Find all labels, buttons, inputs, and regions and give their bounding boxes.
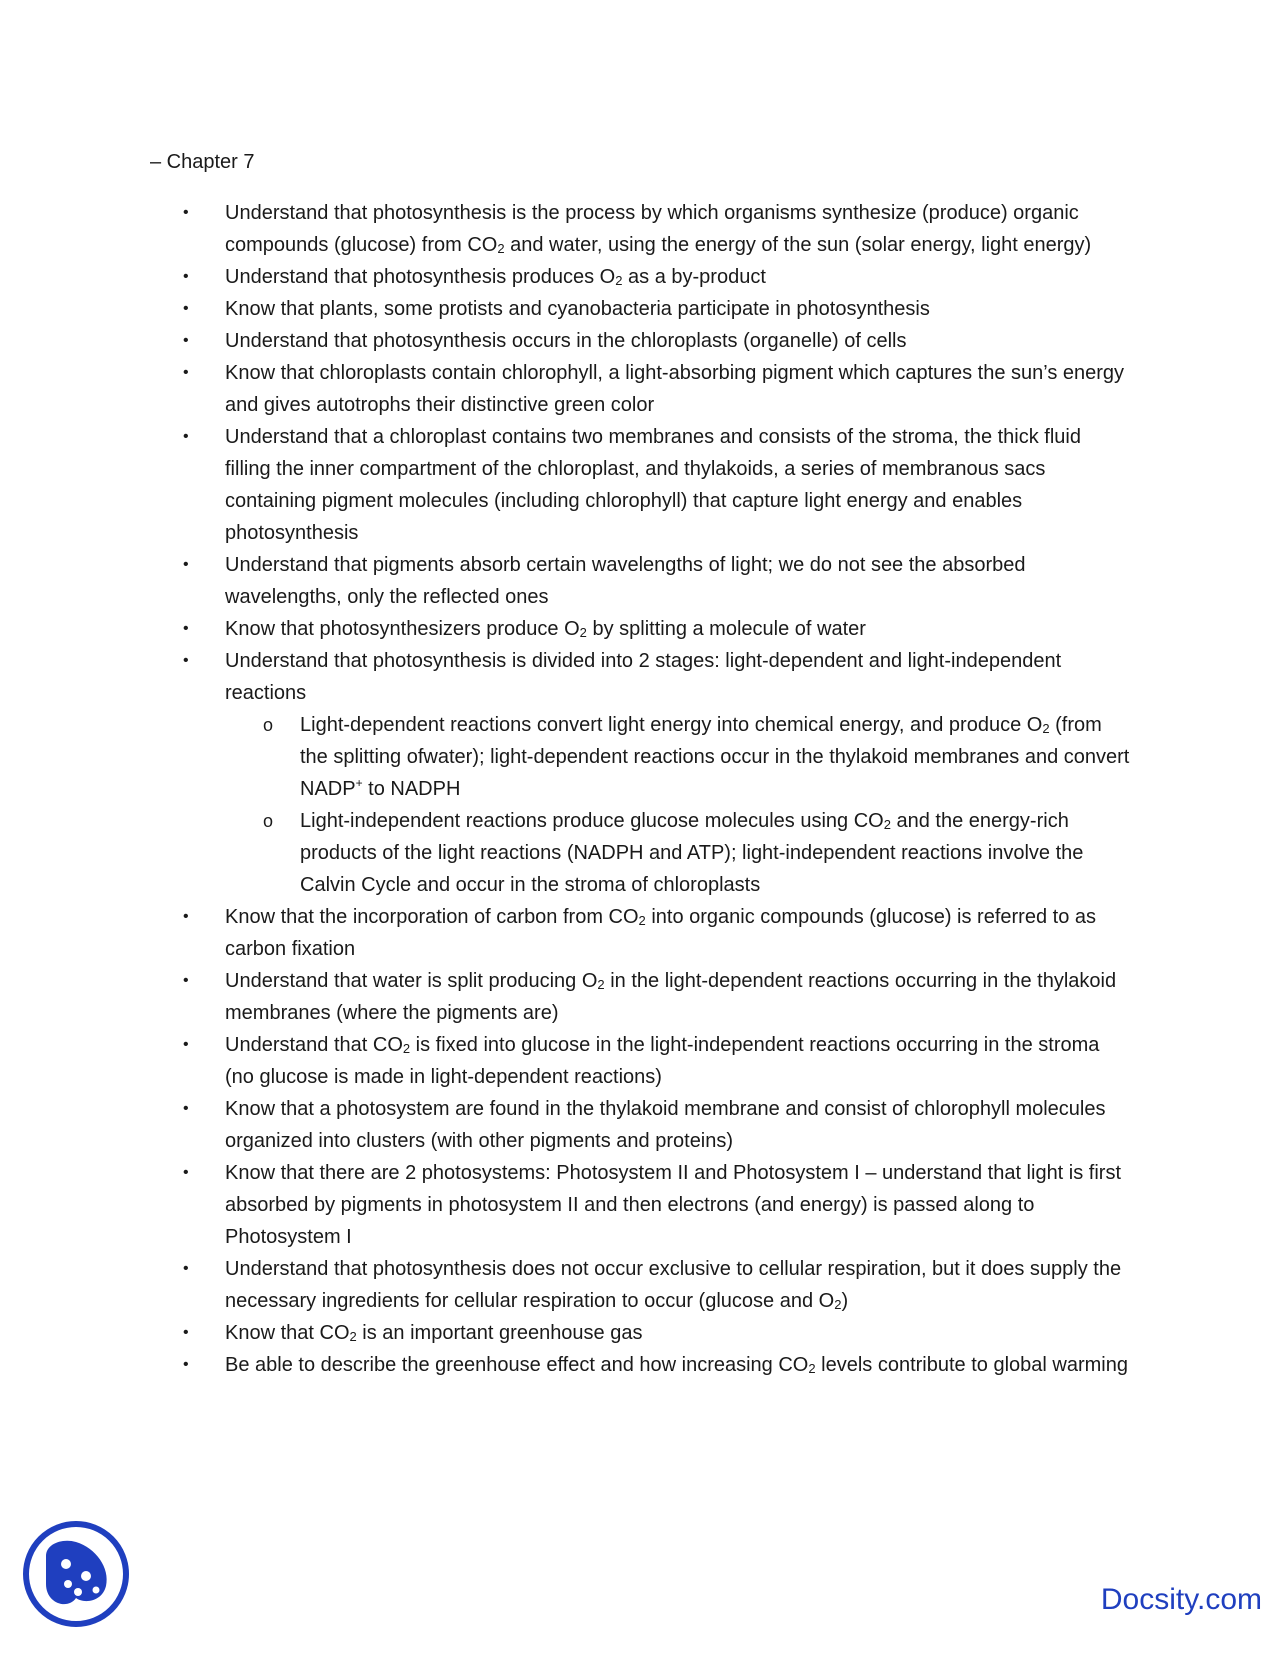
list-item: • Understand that photosynthesis occurs in the chloroplasts (organelle) of cells: [0, 325, 1280, 357]
list-item: • Know that photosynthesizers produce $O_2$ by splitting a molecule of water: [0, 613, 1280, 645]
brand-link[interactable]: Docsity.com: [1100, 1583, 1262, 1616]
list-item: • Understand that photosynthesis produces $O_2$ as a by-product: [0, 261, 1280, 293]
circle-bullet-icon: o: [263, 811, 274, 831]
list-item: • Be able to describe the greenhouse effect and how increasing $CO_2$ levels contribute to global warming: [0, 1349, 1280, 1381]
bullet-icon: •: [183, 908, 189, 925]
list-item: • Know that plants, some protists and cyanobacteria participate in photosynthesis: [0, 293, 1280, 325]
bullet-icon: •: [183, 332, 189, 349]
bullet-icon: •: [183, 428, 189, 445]
list-item: • Know that $CO_2$ is an important greenhouse gas: [0, 1317, 1280, 1349]
list-item: • Understand that photosynthesis is divided into 2 stages: light-dependent and light-independent reactions o Light-dependent reactions convert light energy into chemical energy, and produce $O_2$ (from the splitting ofwater); light-dependent reactions occur in the thylakoid membranes and convert NADP+ to NADPH o Light-independent reactions produce glucose molecules using $CO_2$ and the energy-rich products of the light reactions (NADPH and ATP); light-independent reactions involve the Calvin Cycle and occur in the stroma of chloroplasts: [0, 645, 1280, 901]
list-item: • Understand that photosynthesis does not occur exclusive to cellular respiration, but it does supply the necessary ingredients for cellular respiration to occur (glucose and $O_2$): [0, 1253, 1280, 1317]
docsity-logo-icon[interactable]: [22, 1520, 130, 1628]
bullet-icon: •: [183, 268, 189, 285]
sub-list-item: o Light-dependent reactions convert light energy into chemical energy, and produce $O_2$ (from the splitting ofwater); light-dependent reactions occur in the thylakoid membranes and convert NADP+ to NADPH: [225, 709, 1130, 805]
bullet-icon: •: [183, 300, 189, 317]
bullet-icon: •: [183, 204, 189, 221]
list-item: • Know that the incorporation of carbon from $CO_2$ into organic compounds (glucose) is referred to as carbon fixation: [0, 901, 1280, 965]
list-item: • Know that there are 2 photosystems: Photosystem II and Photosystem I – understand that light is first absorbed by pigments in photosystem II and then electrons (and energy) is passed along to Photosystem I: [0, 1157, 1280, 1253]
bullet-icon: •: [183, 364, 189, 381]
bullet-icon: •: [183, 1260, 189, 1277]
bullet-icon: •: [183, 1324, 189, 1341]
list-item: • Know that chloroplasts contain chlorophyll, a light-absorbing pigment which captures the sun’s energy and gives autotrophs their distinctive green color: [0, 357, 1280, 421]
list-item: • Understand that $CO_2$ is fixed into glucose in the light-independent reactions occurring in the stroma (no glucose is made in light-dependent reactions): [0, 1029, 1280, 1093]
bullet-icon: •: [183, 1164, 189, 1181]
chapter-heading: – Chapter 7: [150, 151, 255, 173]
list-item: • Understand that pigments absorb certain wavelengths of light; we do not see the absorbed wavelengths, only the reflected ones: [0, 549, 1280, 613]
list-item: • Know that a photosystem are found in the thylakoid membrane and consist of chlorophyll molecules organized into clusters (with other pigments and proteins): [0, 1093, 1280, 1157]
bullet-icon: •: [183, 620, 189, 637]
list-item: • Understand that a chloroplast contains two membranes and consists of the stroma, the thick fluid filling the inner compartment of the chloroplast, and thylakoids, a series of membranous sacs containing pigment molecules (including chlorophyll) that capture light energy and enables photosynthesis: [0, 421, 1280, 549]
bullet-list-container: [0, 197, 1280, 1381]
list-item: • Understand that photosynthesis is the process by which organisms synthesize (produce) organic compounds (glucose) from $CO_2$ and water, using the energy of the sun (solar energy, light energy): [0, 197, 1280, 261]
circle-bullet-icon: o: [263, 715, 274, 735]
bullet-list: [0, 197, 1280, 1381]
bullet-icon: •: [183, 972, 189, 989]
bullet-icon: •: [183, 1100, 189, 1117]
bullet-icon: •: [183, 556, 189, 573]
sub-list-item: o Light-independent reactions produce glucose molecules using $CO_2$ and the energy-rich products of the light reactions (NADPH and ATP); light-independent reactions involve the Calvin Cycle and occur in the stroma of chloroplasts: [225, 805, 1130, 901]
bullet-icon: •: [183, 1036, 189, 1053]
sub-bullet-list: [225, 709, 1130, 901]
bullet-icon: •: [183, 1356, 189, 1373]
list-item: • Understand that water is split producing $O_2$ in the light-dependent reactions occurring in the thylakoid membranes (where the pigments are): [0, 965, 1280, 1029]
bullet-icon: •: [183, 652, 189, 669]
